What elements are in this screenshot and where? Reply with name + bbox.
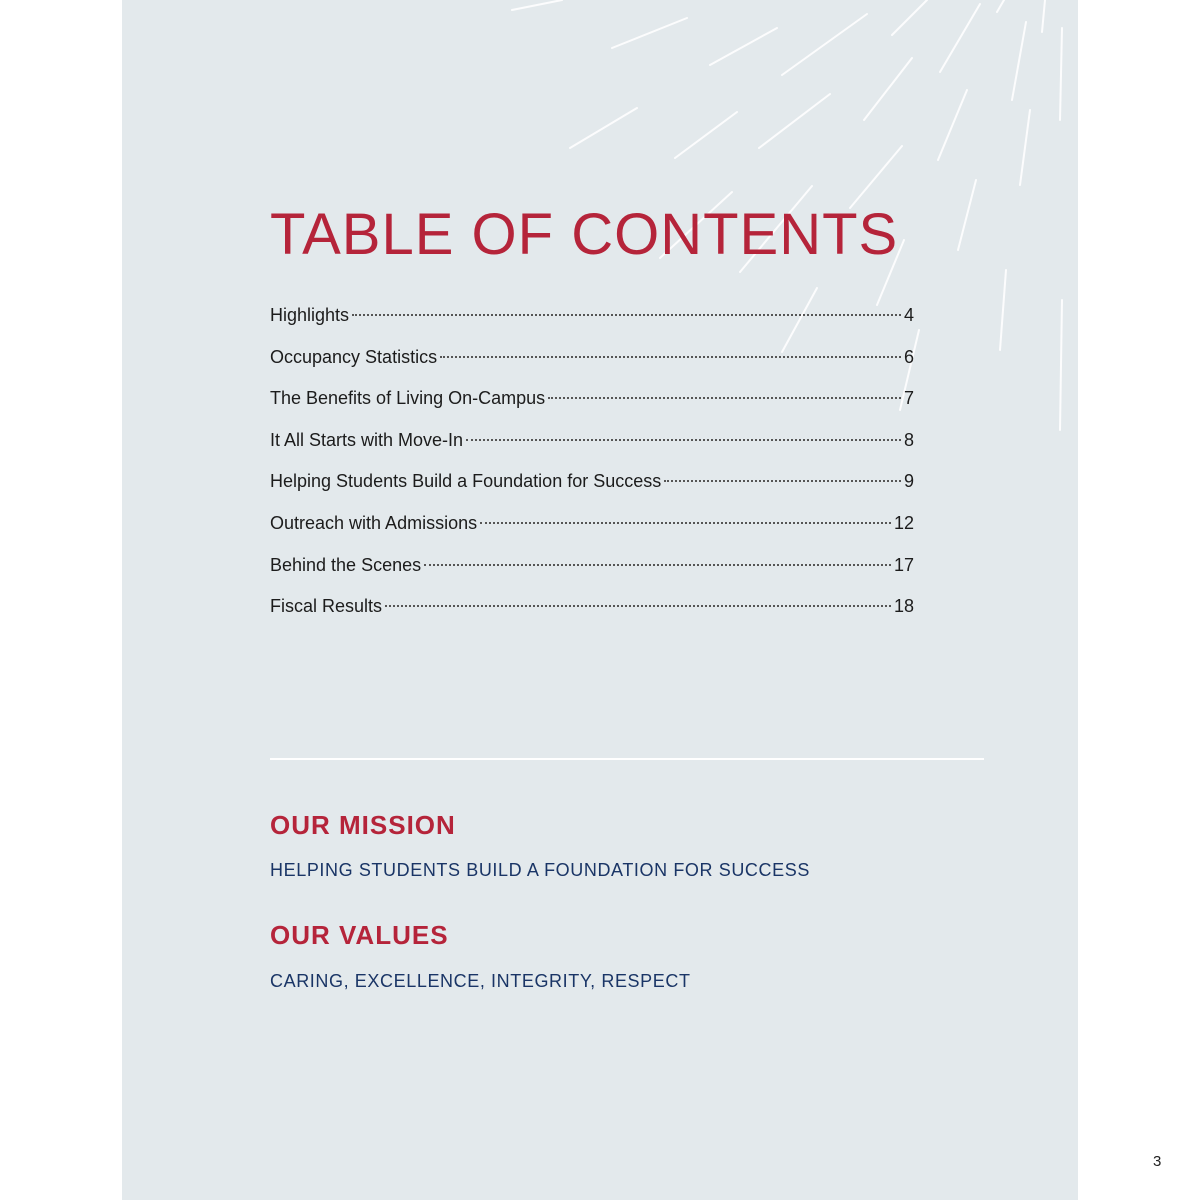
toc-entry-label: Fiscal Results bbox=[270, 596, 383, 617]
toc-entry-page-number: 4 bbox=[903, 305, 914, 325]
page-title: TABLE OF CONTENTS bbox=[270, 202, 899, 267]
toc-entry-label: Occupancy Statistics bbox=[270, 346, 438, 367]
toc-leader-dots bbox=[424, 564, 891, 566]
section-divider bbox=[270, 758, 984, 760]
toc-entry-label: Helping Students Build a Foundation for Success bbox=[270, 471, 662, 492]
page-number: 3 bbox=[1153, 1153, 1162, 1170]
toc-entry-page-number: 12 bbox=[893, 512, 914, 533]
toc-entry[interactable] bbox=[270, 596, 914, 638]
toc-entry[interactable] bbox=[270, 430, 914, 472]
toc-entry-page-number: 8 bbox=[903, 429, 914, 450]
toc-entry-label: Outreach with Admissions bbox=[270, 512, 478, 533]
toc-entry[interactable] bbox=[270, 347, 914, 389]
toc-leader-dots bbox=[664, 480, 901, 482]
toc-entry[interactable] bbox=[270, 388, 914, 430]
mission-heading: OUR MISSION bbox=[270, 810, 456, 840]
toc-entry[interactable] bbox=[270, 555, 914, 597]
toc-leader-dots bbox=[480, 522, 891, 524]
toc-leader-dots bbox=[548, 397, 901, 399]
toc-entry-label: Highlights bbox=[270, 305, 350, 325]
toc-entry[interactable] bbox=[270, 471, 914, 513]
toc-entry-page-number: 18 bbox=[893, 596, 914, 617]
toc-leader-dots bbox=[352, 314, 901, 316]
toc-entry[interactable] bbox=[270, 305, 914, 347]
toc-entry-page-number: 6 bbox=[903, 346, 914, 367]
values-text: CARING, EXCELLENCE, INTEGRITY, RESPECT bbox=[270, 971, 691, 991]
toc-leader-dots bbox=[385, 605, 891, 607]
toc-entry-label: Behind the Scenes bbox=[270, 554, 422, 575]
toc-entry-page-number: 9 bbox=[903, 471, 914, 492]
values-heading: OUR VALUES bbox=[270, 920, 449, 950]
toc-entry-page-number: 17 bbox=[893, 554, 914, 575]
toc-leader-dots bbox=[440, 356, 901, 358]
table-of-contents bbox=[270, 305, 914, 638]
toc-entry-page-number: 7 bbox=[903, 388, 914, 409]
toc-leader-dots bbox=[466, 439, 901, 441]
toc-entry[interactable] bbox=[270, 513, 914, 555]
toc-entry-label: The Benefits of Living On-Campus bbox=[270, 388, 546, 409]
toc-entry-label: It All Starts with Move-In bbox=[270, 429, 464, 450]
mission-text: HELPING STUDENTS BUILD A FOUNDATION FOR SUCCESS bbox=[270, 860, 810, 880]
